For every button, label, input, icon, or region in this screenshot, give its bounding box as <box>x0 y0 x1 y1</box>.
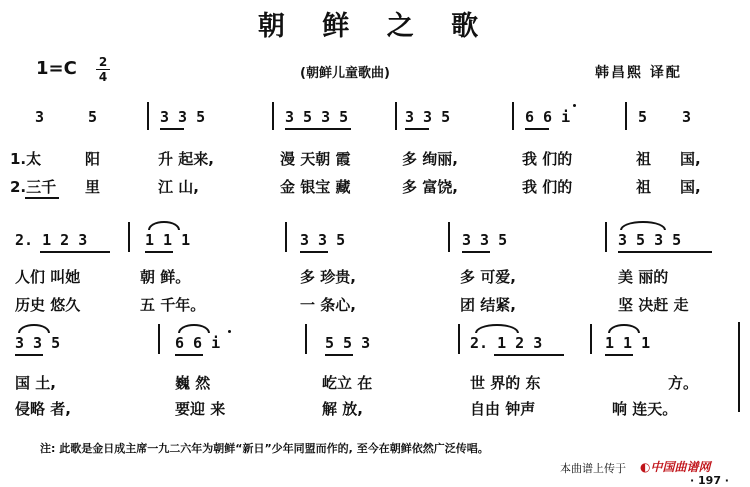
bar-line <box>272 102 274 130</box>
underline <box>175 354 203 356</box>
slur <box>608 324 640 333</box>
lyric: 江 山, <box>158 178 199 196</box>
lyric: 多 富饶, <box>402 178 458 196</box>
lyric: 要迎 来 <box>175 400 226 418</box>
lyric: 金 银宝 藏 <box>280 178 351 196</box>
high-octave-dot <box>573 104 576 107</box>
lyric: 解 放, <box>322 400 363 418</box>
bar-line <box>590 324 592 354</box>
slur <box>18 324 50 333</box>
note: 3 3 5 <box>160 108 206 126</box>
underline <box>618 251 712 253</box>
lyric: 团 结紧, <box>460 296 516 314</box>
underline <box>300 251 328 253</box>
underline <box>160 128 184 130</box>
lyric: 屹立 在 <box>322 374 373 392</box>
note: 3 3 5 <box>462 231 508 249</box>
lyric: 国 土, <box>15 374 56 392</box>
underline <box>285 128 351 130</box>
note: 3 3 5 <box>405 108 451 126</box>
underline <box>25 197 59 199</box>
page-number: · 197 · <box>690 474 729 487</box>
lyric: 人们 叫她 <box>15 268 81 286</box>
arranger-credit: 韩昌熙 译配 <box>595 65 682 81</box>
bar-line <box>158 324 160 354</box>
lyric: 历史 悠久 <box>15 296 81 314</box>
lyric: 多 可爱, <box>460 268 516 286</box>
underline <box>145 251 173 253</box>
lyric: 多 绚丽, <box>402 150 458 168</box>
underline <box>40 251 110 253</box>
bar-line <box>625 102 627 130</box>
underline <box>325 354 353 356</box>
note: 5 5 3 <box>325 334 371 352</box>
lyric: 阳 <box>85 150 101 168</box>
bar-line <box>448 222 450 252</box>
lyric: 坚 决赶 走 <box>618 296 689 314</box>
lyric: 多 珍贵, <box>300 268 356 286</box>
lyric: 一 条心, <box>300 296 356 314</box>
upload-source: 本曲谱上传于 <box>560 462 626 475</box>
note: 6 6 i <box>525 108 571 126</box>
underline <box>15 354 43 356</box>
underline <box>405 128 429 130</box>
logo-icon: ◐ <box>640 460 651 474</box>
bar-line <box>147 102 149 130</box>
lyric: 方。 <box>668 374 699 392</box>
site-logo[interactable] <box>640 458 711 475</box>
bar-line <box>395 102 397 130</box>
note: 5 <box>638 108 648 126</box>
bar-line <box>305 324 307 354</box>
lyric: 漫 天朝 霞 <box>280 150 351 168</box>
key-signature: 1=C <box>36 58 77 79</box>
high-octave-dot <box>228 330 231 333</box>
lyric: 1.太 <box>10 150 42 168</box>
slur <box>620 221 666 230</box>
lyric: 祖 <box>636 178 652 196</box>
time-signature <box>96 56 110 83</box>
slur <box>178 324 210 333</box>
meter-denominator: 4 <box>98 70 108 84</box>
bar-line <box>285 222 287 252</box>
underline <box>494 354 564 356</box>
note: 3 3 5 <box>15 334 61 352</box>
bar-line <box>512 102 514 130</box>
lyric: 国, <box>680 150 701 168</box>
note: 1 1 1 <box>605 334 651 352</box>
slur <box>475 324 519 333</box>
lyric: 巍 然 <box>175 374 211 392</box>
lyric: 响 连天。 <box>612 400 678 418</box>
lyric: 2.三千 <box>10 178 57 196</box>
lyric: 国, <box>680 178 701 196</box>
lyric: 自由 钟声 <box>470 400 536 418</box>
note: 6 6 i <box>175 334 221 352</box>
underline <box>525 128 549 130</box>
footnote: 注: 此歌是金日成主席一九二六年为朝鲜“新日”少年同盟而作的, 至今在朝鲜依然广泛传唱。 <box>40 442 489 455</box>
note: 2. 1 2 3 <box>470 334 543 352</box>
lyric: 五 千年。 <box>140 296 206 314</box>
song-subtitle: (朝鲜儿童歌曲) <box>300 66 390 81</box>
underline <box>462 251 490 253</box>
bar-line <box>605 222 607 252</box>
slur <box>148 221 180 230</box>
lyric: 祖 <box>636 150 652 168</box>
lyric: 世 界的 东 <box>470 374 541 392</box>
note: 3 <box>35 108 45 126</box>
note: 2. 1 2 3 <box>15 231 88 249</box>
note: 3 5 3 5 <box>618 231 682 249</box>
underline <box>605 354 633 356</box>
lyric: 朝 鲜。 <box>140 268 191 286</box>
lyric: 侵略 者, <box>15 400 71 418</box>
lyric: 我 们的 <box>522 150 573 168</box>
logo-text: 中国曲谱网 <box>650 460 711 474</box>
lyric: 里 <box>85 178 101 196</box>
lyric: 我 们的 <box>522 178 573 196</box>
note: 3 3 5 <box>300 231 346 249</box>
bar-line <box>128 222 130 252</box>
note: 1 1 1 <box>145 231 191 249</box>
bar-line <box>738 322 740 412</box>
note: 3 5 3 5 <box>285 108 349 126</box>
note: 3 <box>682 108 692 126</box>
lyric: 美 丽的 <box>618 268 669 286</box>
song-title: 朝 鲜 之 歌 <box>257 11 493 42</box>
note: 5 <box>88 108 98 126</box>
lyric: 升 起来, <box>158 150 214 168</box>
bar-line <box>458 324 460 354</box>
meter-numerator: 2 <box>98 55 108 69</box>
